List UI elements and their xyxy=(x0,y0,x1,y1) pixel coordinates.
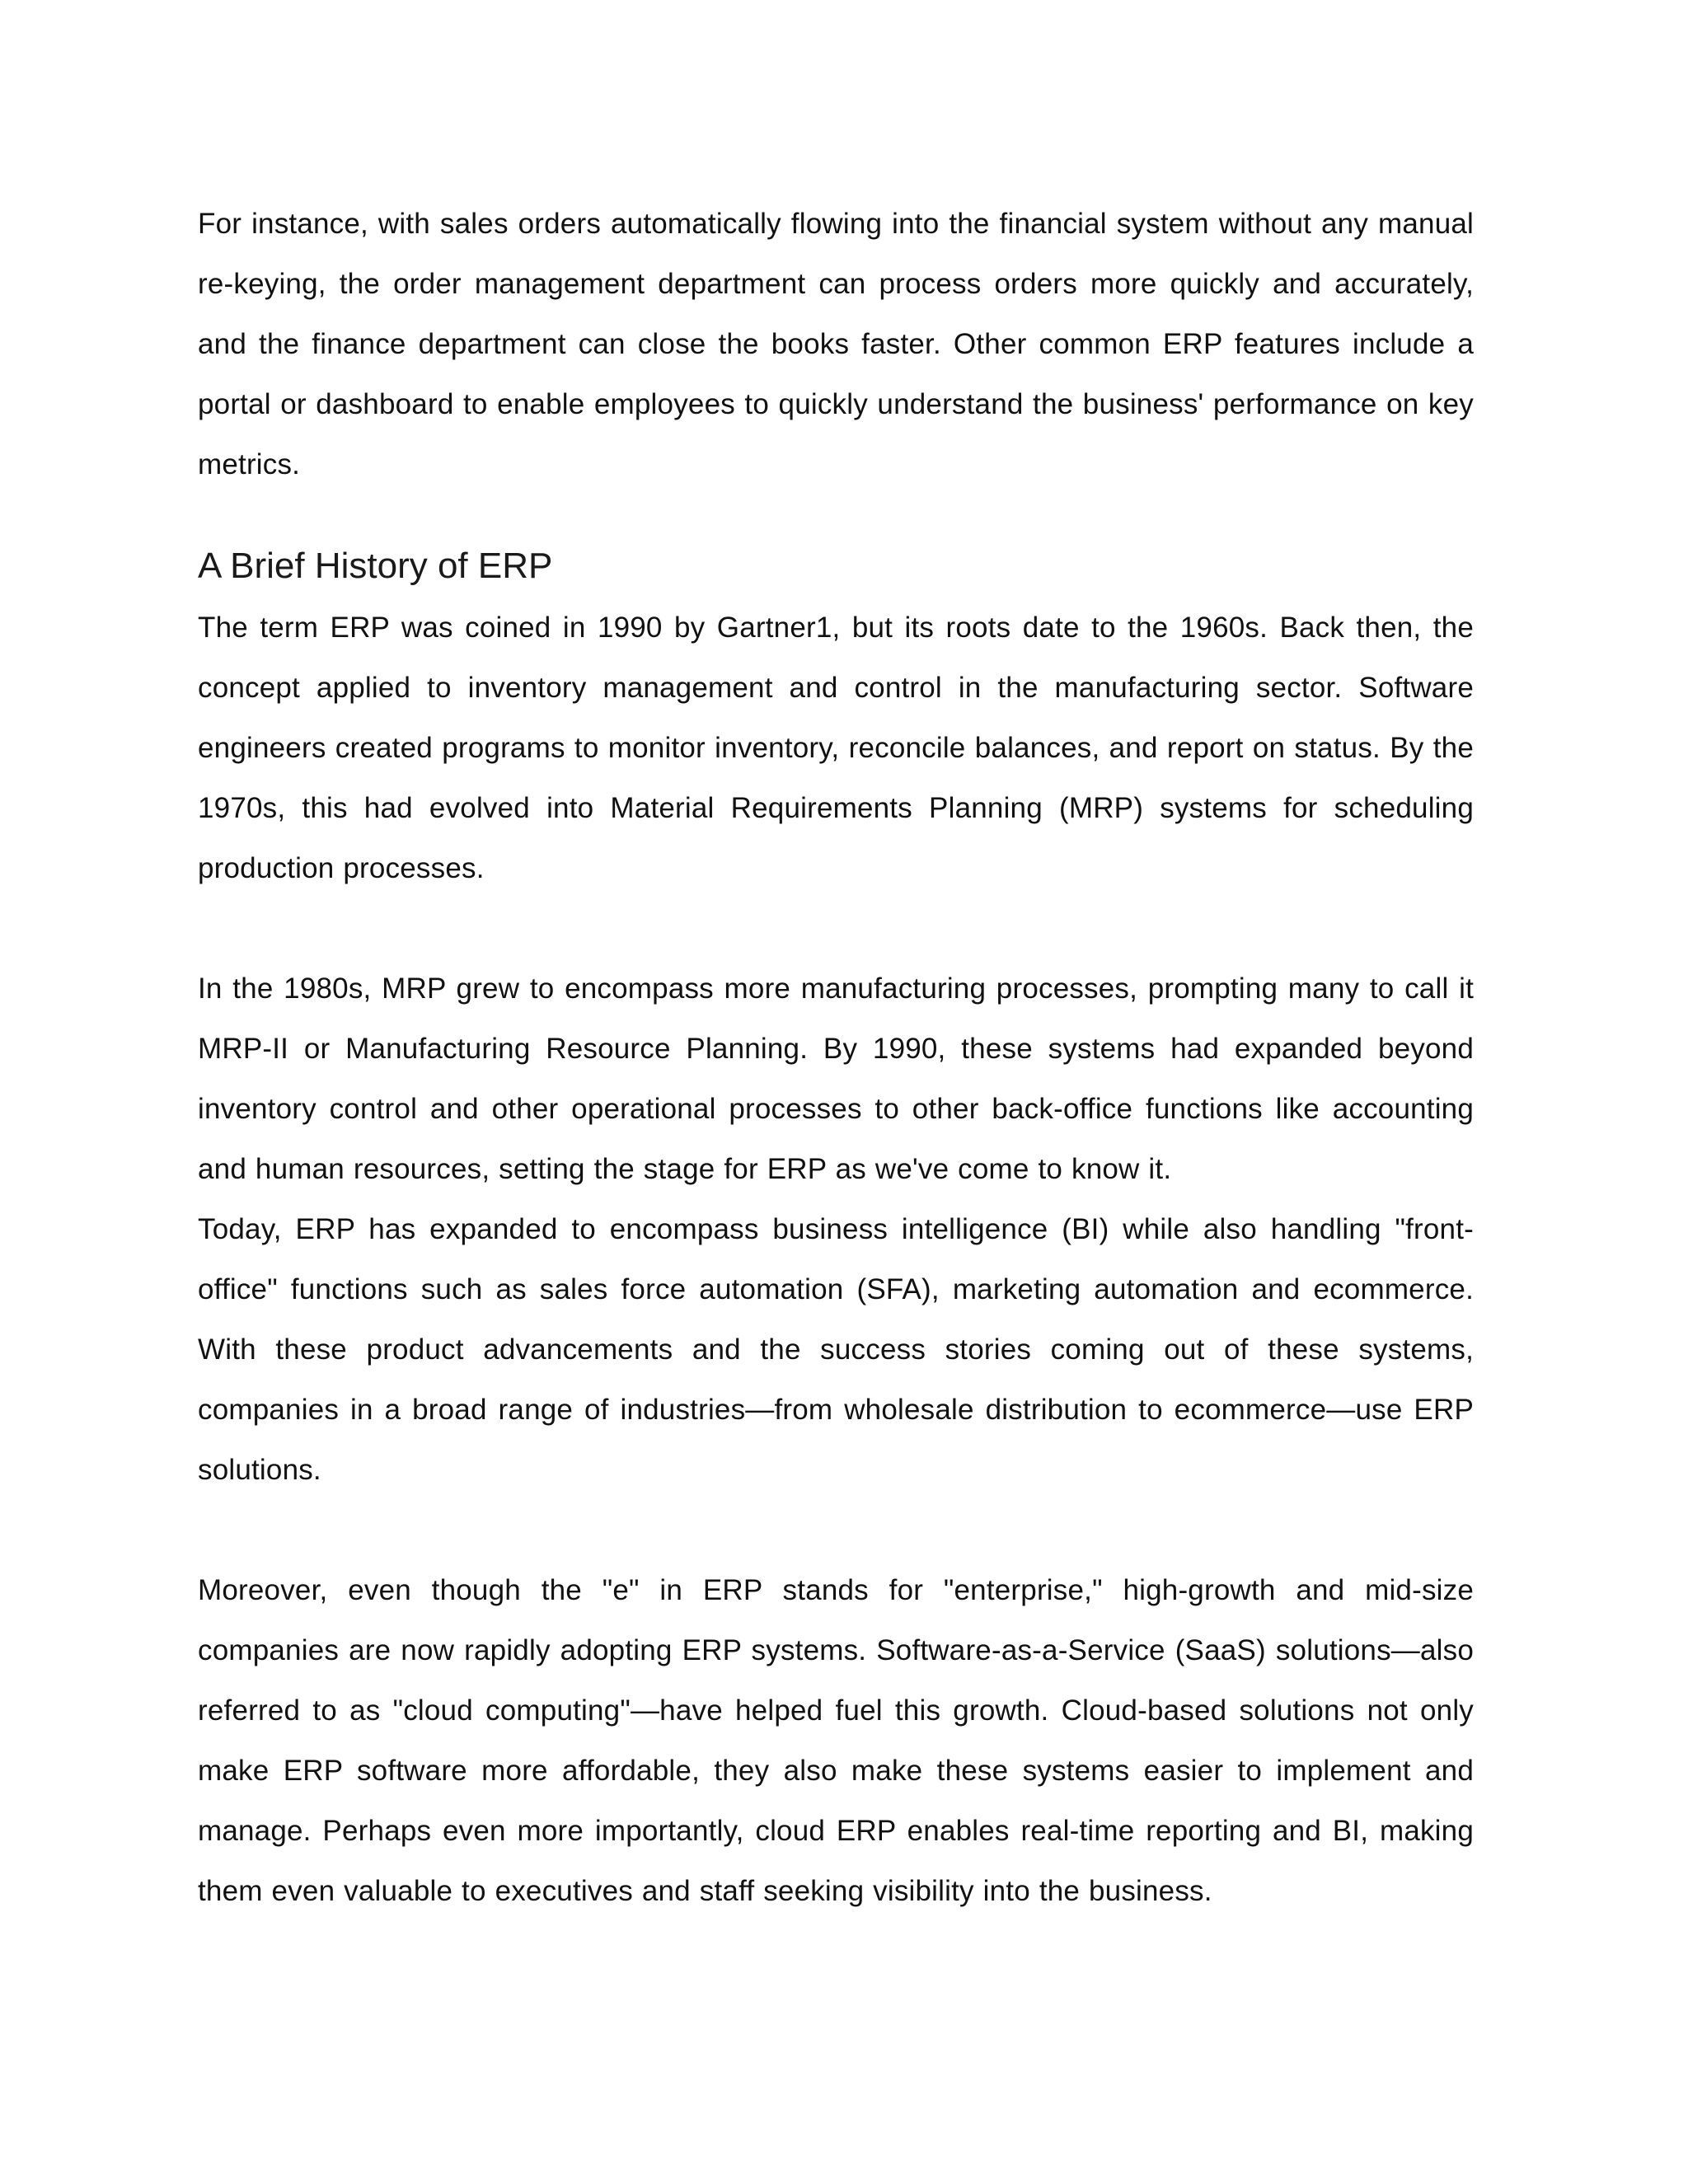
history-paragraph-1: The term ERP was coined in 1990 by Gartner1, but its roots date to the 1960s. Back then, the concept applied to inventory management and control in the manufacturing sector. Software engineers created programs to monitor inventory, reconcile balances, and report on status. By the 1970s, this had evolved into Material Requirements Planning (MRP) systems for scheduling production processes. xyxy=(198,612,1474,884)
paragraph-spacer xyxy=(198,1500,1474,1560)
intro-paragraph: For instance, with sales orders automatically flowing into the financial system without any manual re-keying, the order management department can process orders more quickly and accurately, and the finance department can close the books faster. Other common ERP features include a portal or dashboard to enable employees to quickly understand the business' performance on key metrics. xyxy=(198,208,1474,480)
history-paragraph-4: Moreover, even though the "e" in ERP stands for "enterprise," high-growth and mid-size companies are now rapidly adopting ERP systems. Software-as-a-Service (SaaS) solutions—also referred to as "cloud computing"—have helped fuel this growth. Cloud-based solutions not only make ERP software more affordable, they also make these systems easier to implement and manage. Perhaps even more importantly, cloud ERP enables real-time reporting and BI, making them even valuable to executives and staff seeking visibility into the business. xyxy=(198,1574,1474,1907)
document-body xyxy=(198,194,1474,1921)
section-heading: A Brief History of ERP xyxy=(198,546,553,586)
history-paragraph-3: Today, ERP has expanded to encompass business intelligence (BI) while also handling "front-office" functions such as sales force automation (SFA), marketing automation and ecommerce. With these product advancements and the success stories coming out of these systems, companies in a broad range of industries—from wholesale distribution to ecommerce—use ERP solutions. xyxy=(198,1213,1474,1486)
paragraph-spacer xyxy=(198,898,1474,958)
history-paragraph-2: In the 1980s, MRP grew to encompass more manufacturing processes, prompting many to call it MRP-II or Manufacturing Resource Planning. By 1990, these systems had expanded beyond inventory control and other operational processes to other back-office functions like accounting and human resources, setting the stage for ERP as we've come to know it. xyxy=(198,972,1474,1185)
